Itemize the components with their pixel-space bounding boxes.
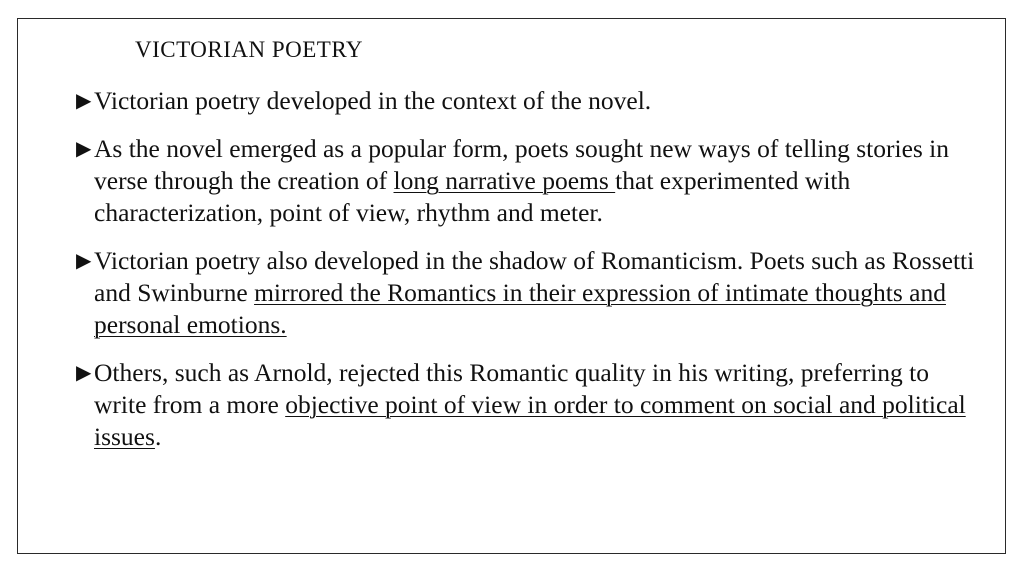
underlined-phrase: long narrative poems (393, 166, 616, 195)
underlined-phrase: mirrored the Romantics in their expression of intimate thoughts and personal emotions. (94, 278, 946, 339)
bullet-text: that experimented with characterization, point of view, rhythm and meter. (94, 166, 851, 227)
triangle-bullet-icon: ▶ (76, 90, 92, 112)
bullet-text: . (154, 422, 162, 451)
bullet-item-4 (76, 357, 976, 453)
slide-frame (17, 18, 1006, 554)
triangle-bullet-icon: ▶ (76, 362, 92, 384)
bullet-item-1 (76, 85, 976, 117)
bullet-text: Victorian poetry also developed in the shadow of Romanticism. Poets such as Rossetti and Swinburne (94, 246, 975, 307)
bullet-item-3 (76, 245, 976, 341)
underlined-phrase: objective point of view in order to comment on social and political issues (94, 390, 966, 451)
bullet-text: As the novel emerged as a popular form, poets sought new ways of telling stories in verse through the creation of (94, 134, 950, 195)
bullet-list (76, 85, 976, 469)
bullet-text: Others, such as Arnold, rejected this Romantic quality in his writing, preferring to write from a more (94, 358, 929, 419)
bullet-item-2 (76, 133, 976, 229)
bullet-text: Victorian poetry developed in the context of the novel. (94, 86, 652, 115)
triangle-bullet-icon: ▶ (76, 250, 92, 272)
slide-title: VICTORIAN POETRY (135, 37, 364, 62)
triangle-bullet-icon: ▶ (76, 138, 92, 160)
